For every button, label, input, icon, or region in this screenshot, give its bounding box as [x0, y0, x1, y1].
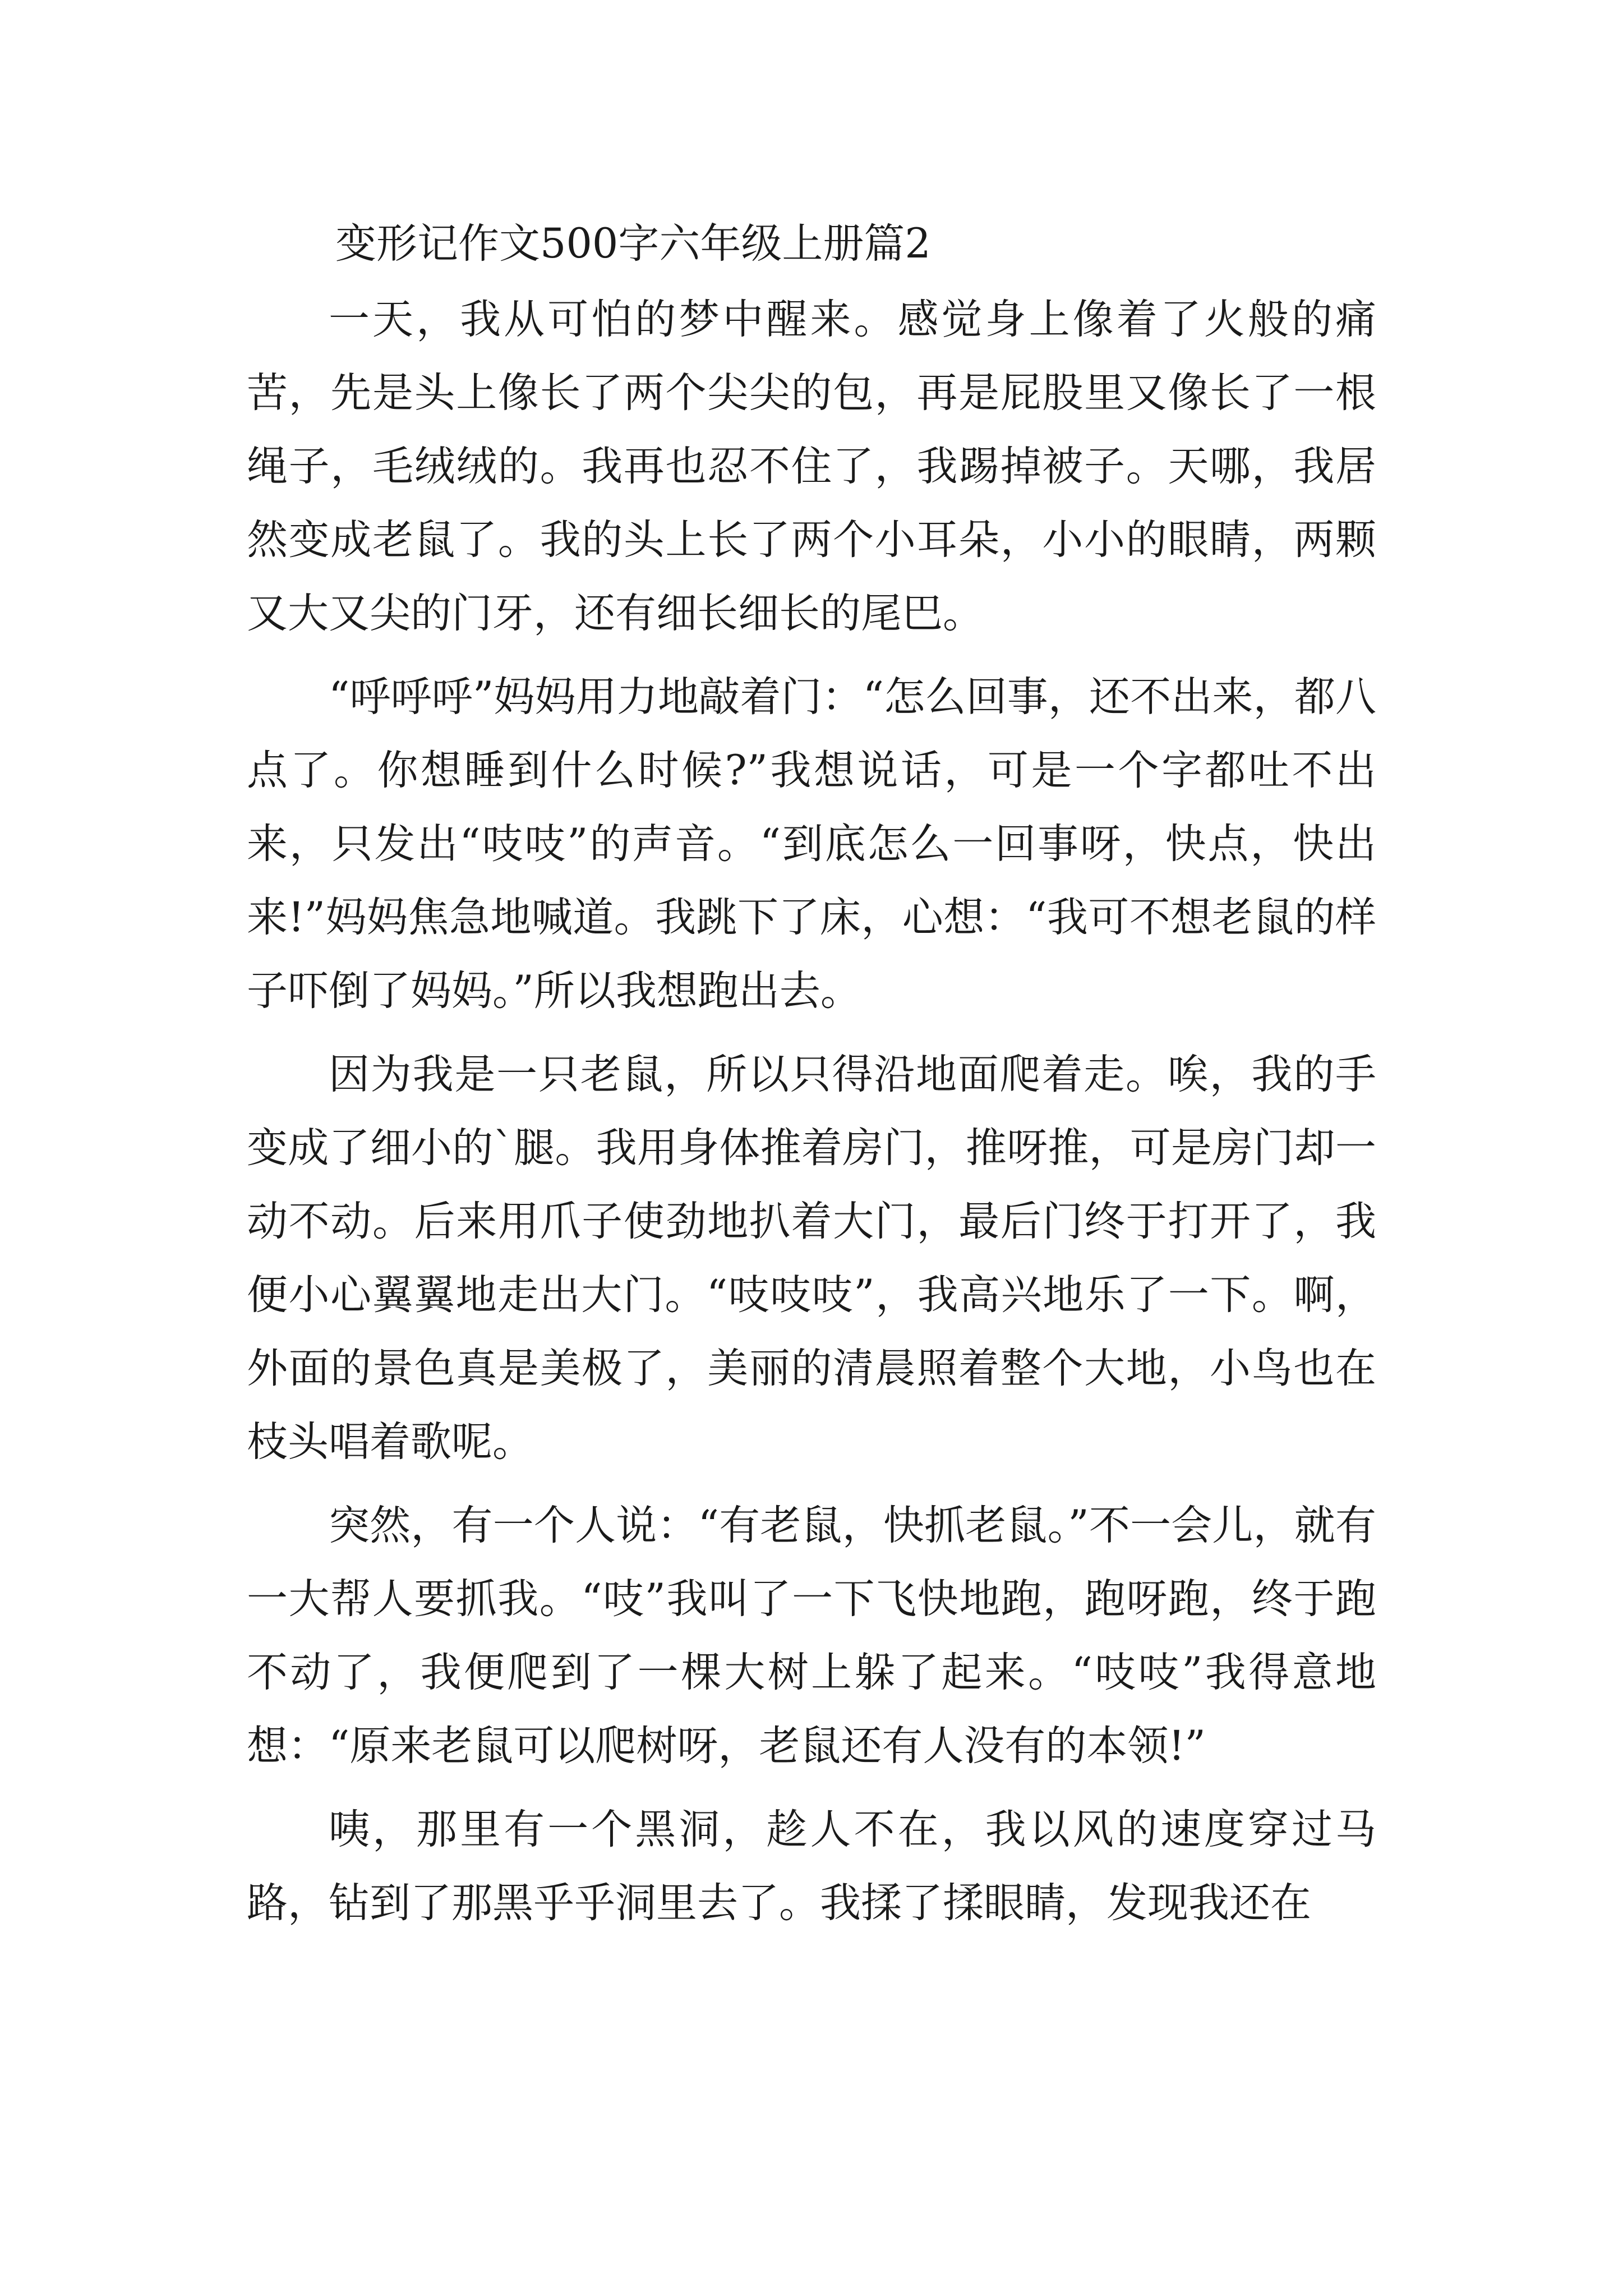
document-body	[247, 283, 1376, 1940]
paragraph-1: 一天，我从可怕的梦中醒来。感觉身上像着了火般的痛苦，先是头上像长了两个尖尖的包，再是屁股里又像长了一根绳子，毛绒绒的。我再也忍不住了，我踢掉被子。天哪，我居然变成老鼠了。我的头上长了两个小耳朵，小小的眼睛，两颗又大又尖的门牙，还有细长细长的尾巴。	[247, 296, 1376, 637]
paragraph-5: 咦，那里有一个黑洞，趁人不在，我以风的速度穿过马路，钻到了那黑乎乎洞里去了。我揉了揉眼睛，发现我还在	[247, 1806, 1376, 1927]
paragraph-3: 因为我是一只老鼠，所以只得沿地面爬着走。唉，我的手变成了细小的`腿。我用身体推着房门，推呀推，可是房门却一动不动。后来用爪子使劲地扒着大门，最后门终于打开了，我便小心翼翼地走出大门。“吱吱吱”，我高兴地乐了一下。啊，外面的景色真是美极了，美丽的清晨照着整个大地，小鸟也在枝头唱着歌呢。	[247, 1051, 1376, 1466]
document-title: 变形记作文500字六年级上册篇2	[335, 220, 931, 268]
paragraph-2: “呼呼呼”妈妈用力地敲着门：“怎么回事，还不出来，都八点了。你想睡到什么时候?”我想说话，可是一个字都吐不出来，只发出“吱吱”的声音。“到底怎么一回事呀，快点，快出来!”妈妈焦急地喊道。我跳下了床，心想：“我可不想老鼠的样子吓倒了妈妈。”所以我想跑出去。	[247, 673, 1376, 1015]
paragraph-4: 突然，有一个人说：“有老鼠，快抓老鼠。”不一会儿，就有一大帮人要抓我。“吱”我叫了一下飞快地跑，跑呀跑，终于跑不动了，我便爬到了一棵大树上躲了起来。“吱吱”我得意地想：“原来老鼠可以爬树呀，老鼠还有人没有的本领!”	[247, 1502, 1376, 1770]
